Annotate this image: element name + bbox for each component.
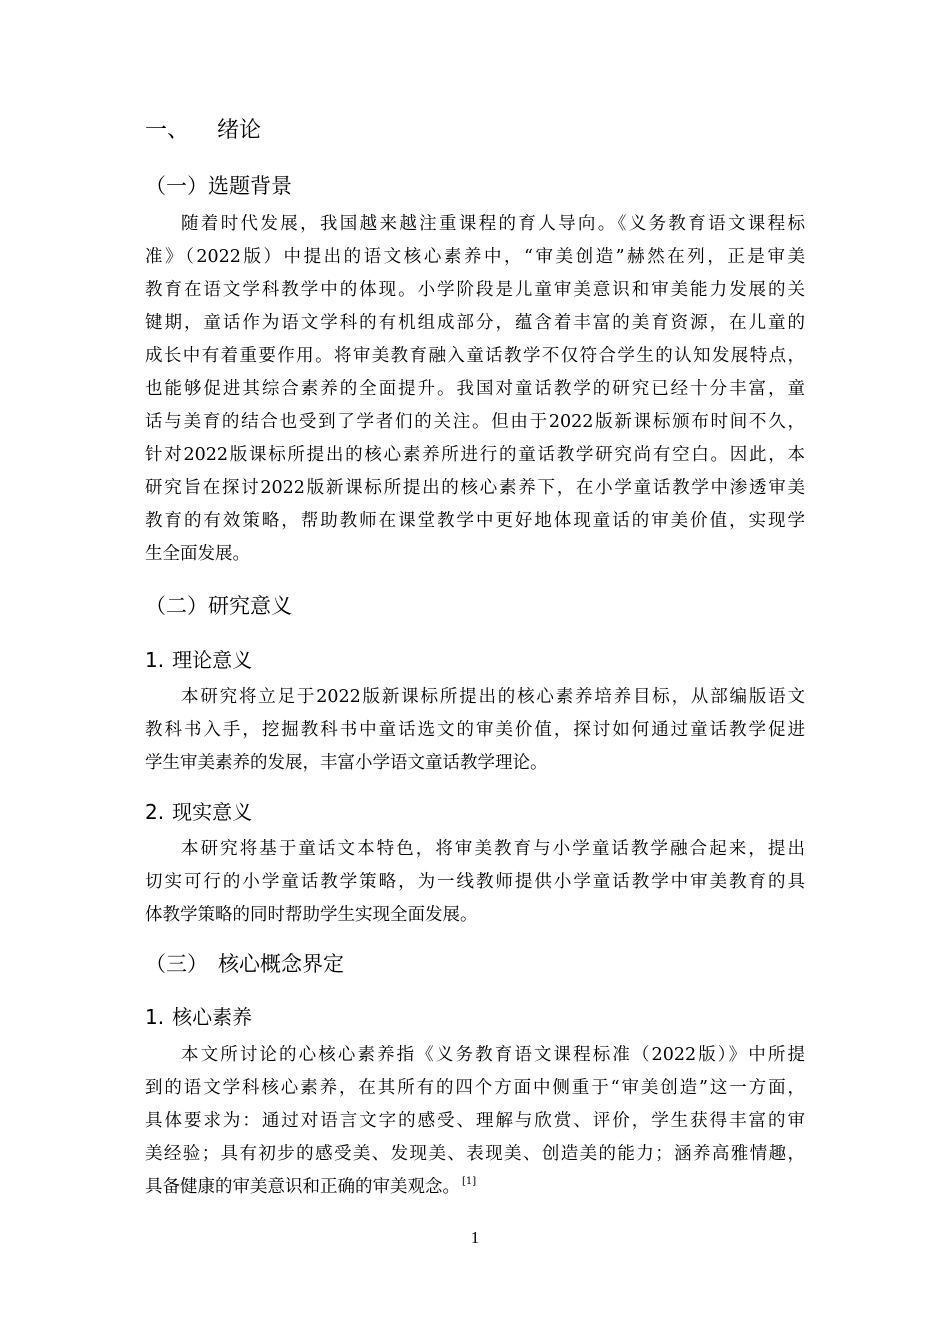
paragraph-line: 具体要求为：通过对语言文字的感受、理解与欣赏、评价，学生获得丰富的审: [145, 1111, 805, 1131]
paragraph-line: 切实可行的小学童话教学策略，为一线教师提供小学童话教学中审美教育的具: [145, 872, 805, 892]
paragraph-line-text: 具备健康的审美意识和正确的审美观念。: [145, 1177, 460, 1197]
subsection-heading-theory: [145, 645, 252, 675]
subsection-number: 2.: [145, 800, 165, 824]
paragraph-line: 体教学策略的同时帮助学生实现全面发展。: [145, 905, 478, 925]
subsection-number: 1.: [145, 648, 165, 672]
paragraph-line: 本研究将立足于2022版新课标所提出的核心素养培养目标，从部编版语文: [181, 687, 805, 707]
subsection-title: 现实意义: [172, 800, 253, 824]
paragraph-line: 话与美育的结合也受到了学者们的关注。但由于2022版新课标颁布时间不久，: [145, 412, 805, 432]
chapter-title: 绪论: [217, 118, 262, 143]
subsection-title: 核心素养: [172, 1005, 253, 1029]
section-heading-concepts: [145, 948, 344, 980]
section-heading-prefix: （三）: [145, 952, 208, 976]
paragraph-line: 学生审美素养的发展，丰富小学语文童话教学理论。: [145, 753, 548, 773]
paragraph-line: 针对2022版课标所提出的核心素养所进行的童话教学研究尚有空白。因此，本: [145, 445, 805, 465]
paragraph-background: [145, 208, 805, 571]
chapter-heading: [145, 114, 261, 148]
paragraph-line: 随着时代发展，我国越来越注重课程的育人导向。《义务教育语文课程标: [181, 214, 805, 234]
subsection-title: 理论意义: [172, 648, 253, 672]
paragraph-line-last: [145, 1171, 805, 1204]
page-number: 1: [470, 1228, 480, 1247]
paragraph-line: 本文所讨论的心核心素养指《义务教育语文课程标准（2022版）》中所提: [181, 1045, 805, 1065]
document-page: [145, 0, 805, 1344]
paragraph-theory: [145, 681, 805, 780]
chapter-number: 一、: [145, 118, 190, 143]
paragraph-line: 也能够促进其综合素养的全面提升。我国对童话教学的研究已经十分丰富，童: [145, 379, 805, 399]
subsection-heading-practice: [145, 797, 252, 827]
paragraph-line: 到的语文学科核心素养，在其所有的四个方面中侧重于“审美创造”这一方面，: [145, 1078, 805, 1098]
section-heading-background: （一）选题背景: [145, 174, 292, 198]
paragraph-line: 研究旨在探讨2022版新课标所提出的核心素养下，在小学童话教学中渗透审美: [145, 478, 805, 498]
subsection-heading-core: [145, 1002, 252, 1032]
subsection-number: 1.: [145, 1005, 165, 1029]
paragraph-line: 生全面发展。: [145, 544, 250, 564]
citation-marker[interactable]: [1]: [462, 1176, 477, 1187]
paragraph-line: 键期，童话作为语文学科的有机组成部分，蕴含着丰富的美育资源，在儿童的: [145, 313, 805, 333]
paragraph-line: 成长中有着重要作用。将审美教育融入童话教学不仅符合学生的认知发展特点，: [145, 346, 805, 366]
paragraph-core: [145, 1039, 805, 1204]
section-heading-title: 核心概念界定: [218, 952, 344, 976]
paragraph-line: 教科书入手，挖掘教科书中童话选文的审美价值，探讨如何通过童话教学促进: [145, 720, 805, 740]
paragraph-line: 本研究将基于童话文本特色，将审美教育与小学童话教学融合起来，提出: [181, 839, 805, 859]
paragraph-line: 美经验；具有初步的感受美、发现美、表现美、创造美的能力；涵养高雅情趣，: [145, 1144, 805, 1164]
paragraph-line: 准》（2022版）中提出的语文核心素养中，“审美创造”赫然在列，正是审美: [145, 247, 805, 267]
paragraph-practice: [145, 833, 805, 932]
section-heading-significance: （二）研究意义: [145, 594, 292, 618]
paragraph-line: 教育在语文学科教学中的体现。小学阶段是儿童审美意识和审美能力发展的关: [145, 280, 805, 300]
paragraph-line: 教育的有效策略，帮助教师在课堂教学中更好地体现童话的审美价值，实现学: [145, 511, 805, 531]
